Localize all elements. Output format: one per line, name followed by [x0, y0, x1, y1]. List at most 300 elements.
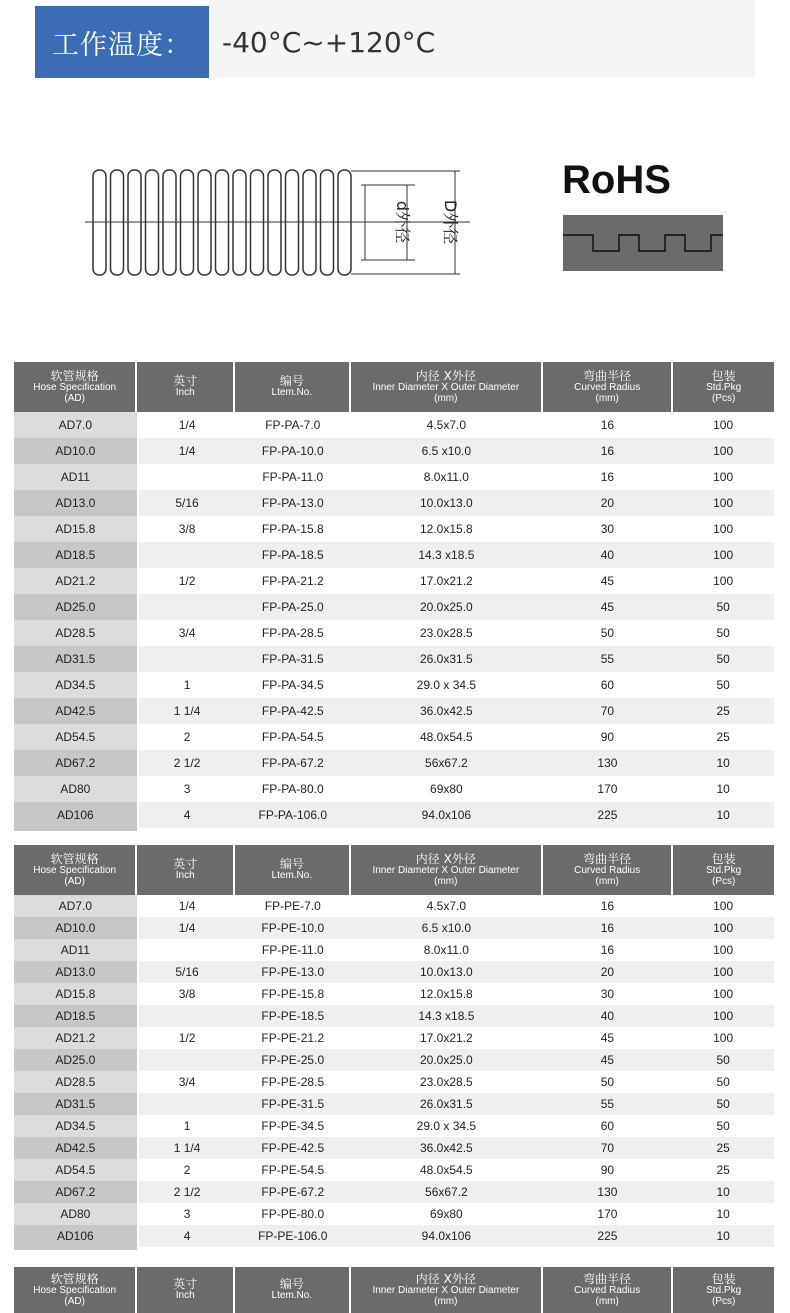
- table-cell: 69x80: [350, 776, 542, 802]
- table-cell: 3/8: [139, 516, 236, 542]
- table-cell: 45: [543, 1049, 673, 1071]
- column-header-text: Ltem.No.: [271, 870, 313, 881]
- table-cell: 10.0x13.0: [350, 961, 542, 983]
- table-cell: 69x80: [350, 1203, 542, 1225]
- column-header-text: 内径 X外径: [415, 368, 476, 383]
- table-cell: FP-PA-34.5: [235, 672, 350, 698]
- table-cell: 2: [139, 1159, 236, 1181]
- table-cell: FP-PA-54.5: [235, 724, 350, 750]
- table-cell: 3/4: [139, 1071, 236, 1093]
- table-cell: 6.5 x10.0: [350, 917, 542, 939]
- table-cell: 10: [672, 1203, 774, 1225]
- table-cell: FP-PE-25.0: [235, 1049, 350, 1071]
- table-row: [14, 917, 774, 939]
- table-cell: 48.0x54.5: [350, 724, 542, 750]
- table-cell: 1/4: [139, 895, 236, 917]
- table-cell: 20: [543, 961, 673, 983]
- table-cell: 2: [139, 724, 236, 750]
- table-cell: 29.0 x 34.5: [350, 1115, 542, 1137]
- table-cell: AD11: [14, 939, 139, 961]
- table-cell: 100: [672, 438, 774, 464]
- table-cell: AD31.5: [14, 1093, 139, 1115]
- table-cell: 16: [543, 438, 673, 464]
- spec-table-header-partial: [14, 1267, 774, 1313]
- table-row: [14, 895, 774, 917]
- table-cell: 8.0x11.0: [350, 464, 542, 490]
- column-header-text: 编号: [279, 857, 304, 871]
- table-header: [14, 1267, 774, 1313]
- table-cell: AD67.2: [14, 750, 139, 776]
- table-cell: 2 1/2: [139, 750, 236, 776]
- table-cell: 100: [672, 917, 774, 939]
- table-cell: AD13.0: [14, 490, 139, 516]
- table-cell: AD7.0: [14, 895, 139, 917]
- table-cell: AD106: [14, 1225, 139, 1247]
- table-cell: 50: [672, 594, 774, 620]
- table-cell: FP-PE-42.5: [235, 1137, 350, 1159]
- rohs-title: RoHS: [562, 158, 671, 202]
- table-cell: 26.0x31.5: [350, 646, 542, 672]
- table-row: [14, 1093, 774, 1115]
- table-cell: 170: [543, 776, 673, 802]
- column-header-text: Std.Pkg: [706, 864, 742, 876]
- table-cell: 50: [672, 1071, 774, 1093]
- column-header: [351, 845, 543, 895]
- column-header: [137, 362, 235, 412]
- column-header-text: Inch: [175, 387, 195, 398]
- table-cell: FP-PE-31.5: [235, 1093, 350, 1115]
- table-cell: AD80: [14, 776, 139, 802]
- column-header: [137, 845, 235, 895]
- table-cell: 20.0x25.0: [350, 1049, 542, 1071]
- table-cell: 1 1/4: [139, 698, 236, 724]
- table-cell: AD25.0: [14, 1049, 139, 1071]
- hose-diagram: [85, 165, 470, 280]
- table-row: [14, 568, 774, 594]
- table-cell: 40: [543, 1005, 673, 1027]
- column-header-text: 弯曲半径: [583, 368, 632, 383]
- table-cell: FP-PE-11.0: [235, 939, 350, 961]
- table-cell: 25: [672, 724, 774, 750]
- column-header-text: Hose Specification: [33, 381, 117, 393]
- table-row: [14, 724, 774, 750]
- table-row: [14, 698, 774, 724]
- spec-table-pe: [14, 845, 774, 1250]
- column-header-text: 弯曲半径: [583, 1271, 632, 1286]
- table-row: [14, 438, 774, 464]
- table-cell: 1/2: [139, 1027, 236, 1049]
- column-header-text: Inner Diameter X Outer Diameter: [372, 864, 520, 876]
- table-cell: [139, 1093, 236, 1115]
- column-header-text: Curved Radius: [574, 381, 641, 393]
- table-cell: FP-PE-106.0: [235, 1225, 350, 1247]
- column-header-text: (mm): [595, 392, 619, 404]
- table-cell: 3: [139, 1203, 236, 1225]
- temperature-label: 工作温度：: [35, 6, 209, 78]
- table-cell: 4.5x7.0: [350, 895, 542, 917]
- table-cell: 50: [543, 620, 673, 646]
- table-cell: [139, 464, 236, 490]
- table-row: [14, 1027, 774, 1049]
- table-cell: 1/4: [139, 412, 236, 438]
- column-header-text: Inch: [175, 1290, 195, 1301]
- table-cell: AD15.8: [14, 516, 139, 542]
- table-cell: 25: [672, 698, 774, 724]
- column-header-text: (mm): [434, 392, 458, 404]
- outer-diameter-label: D外径: [441, 199, 460, 245]
- table-cell: 60: [543, 672, 673, 698]
- table-cell: 55: [543, 1093, 673, 1115]
- table-cell: FP-PE-80.0: [235, 1203, 350, 1225]
- column-header-text: Curved Radius: [574, 1284, 641, 1296]
- table-cell: 10.0x13.0: [350, 490, 542, 516]
- table-cell: AD13.0: [14, 961, 139, 983]
- table-cell: 130: [543, 1181, 673, 1203]
- table-cell: 90: [543, 724, 673, 750]
- table-row: [14, 1181, 774, 1203]
- table-cell: [139, 939, 236, 961]
- table-cell: FP-PE-54.5: [235, 1159, 350, 1181]
- table-cell: 2 1/2: [139, 1181, 236, 1203]
- table-cell: FP-PA-67.2: [235, 750, 350, 776]
- table-cell: 10: [672, 776, 774, 802]
- table-cell: AD31.5: [14, 646, 139, 672]
- table-cell: FP-PE-28.5: [235, 1071, 350, 1093]
- column-header: [14, 845, 137, 895]
- column-header-text: (AD): [64, 875, 85, 887]
- table-cell: FP-PE-13.0: [235, 961, 350, 983]
- table-cell: 16: [543, 895, 673, 917]
- column-header-text: Hose Specification: [33, 864, 117, 876]
- table-cell: 1: [139, 672, 236, 698]
- table-cell: 45: [543, 568, 673, 594]
- table-cell: 1/4: [139, 917, 236, 939]
- divider: [14, 1247, 137, 1250]
- table-cell: 12.0x15.8: [350, 516, 542, 542]
- column-header-text: Std.Pkg: [706, 381, 742, 393]
- table-cell: 10: [672, 750, 774, 776]
- table-cell: AD21.2: [14, 568, 139, 594]
- table-cell: FP-PA-21.2: [235, 568, 350, 594]
- column-header: [14, 362, 137, 412]
- table-cell: 1/2: [139, 568, 236, 594]
- table-cell: 94.0x106: [350, 802, 542, 828]
- table-row: [14, 776, 774, 802]
- table-cell: 4: [139, 802, 236, 828]
- column-header-text: Inner Diameter X Outer Diameter: [372, 381, 520, 393]
- table-cell: 36.0x42.5: [350, 698, 542, 724]
- table-row: [14, 802, 774, 828]
- column-header: [14, 1267, 137, 1313]
- table-row: [14, 1159, 774, 1181]
- table-cell: FP-PA-25.0: [235, 594, 350, 620]
- table-cell: AD18.5: [14, 1005, 139, 1027]
- column-header-text: 内径 X外径: [415, 851, 476, 866]
- column-header-text: Ltem.No.: [271, 1290, 313, 1301]
- table-cell: 25: [672, 1159, 774, 1181]
- column-header: [673, 362, 774, 412]
- table-cell: 70: [543, 698, 673, 724]
- column-header: [543, 362, 673, 412]
- column-header: [351, 362, 543, 412]
- divider: [14, 828, 137, 831]
- table-cell: 90: [543, 1159, 673, 1181]
- table-cell: 1: [139, 1115, 236, 1137]
- table-cell: AD34.5: [14, 672, 139, 698]
- table-cell: FP-PA-80.0: [235, 776, 350, 802]
- table-cell: 100: [672, 464, 774, 490]
- table-cell: AD21.2: [14, 1027, 139, 1049]
- table-cell: 10: [672, 802, 774, 828]
- table-cell: 100: [672, 1005, 774, 1027]
- table-cell: 225: [543, 802, 673, 828]
- table-cell: 23.0x28.5: [350, 1071, 542, 1093]
- table-cell: 100: [672, 1027, 774, 1049]
- table-cell: 100: [672, 542, 774, 568]
- column-header-text: 包装: [711, 1271, 736, 1286]
- column-header-text: 英寸: [173, 1277, 198, 1291]
- table-cell: FP-PE-21.2: [235, 1027, 350, 1049]
- column-header-text: (mm): [434, 1295, 458, 1307]
- table-cell: 3/4: [139, 620, 236, 646]
- table-cell: 8.0x11.0: [350, 939, 542, 961]
- table-row: [14, 983, 774, 1005]
- table-cell: [139, 646, 236, 672]
- column-header-text: (mm): [434, 875, 458, 887]
- table-cell: FP-PA-106.0: [235, 802, 350, 828]
- table-cell: 10: [672, 1225, 774, 1247]
- table-cell: FP-PA-31.5: [235, 646, 350, 672]
- table-cell: FP-PA-15.8: [235, 516, 350, 542]
- table-cell: [139, 594, 236, 620]
- column-header-text: 英寸: [173, 857, 198, 871]
- table-cell: 1/4: [139, 438, 236, 464]
- table-cell: 1 1/4: [139, 1137, 236, 1159]
- table-cell: 14.3 x18.5: [350, 1005, 542, 1027]
- table-cell: 50: [672, 1093, 774, 1115]
- table-row: [14, 1071, 774, 1093]
- table-cell: AD67.2: [14, 1181, 139, 1203]
- column-header-text: 包装: [711, 851, 736, 866]
- table-cell: 6.5 x10.0: [350, 438, 542, 464]
- table-cell: 130: [543, 750, 673, 776]
- table-cell: FP-PE-7.0: [235, 895, 350, 917]
- table-cell: 3: [139, 776, 236, 802]
- table-cell: FP-PA-42.5: [235, 698, 350, 724]
- table-cell: 100: [672, 895, 774, 917]
- table-cell: 100: [672, 961, 774, 983]
- table-cell: 16: [543, 464, 673, 490]
- table-row: [14, 646, 774, 672]
- table-cell: AD54.5: [14, 724, 139, 750]
- inner-diameter-label: d外径: [393, 200, 412, 244]
- table-cell: 50: [672, 672, 774, 698]
- table-cell: FP-PE-34.5: [235, 1115, 350, 1137]
- column-header-text: 内径 X外径: [415, 1271, 476, 1286]
- table-cell: 60: [543, 1115, 673, 1137]
- table-cell: 40: [543, 542, 673, 568]
- table-cell: 56x67.2: [350, 1181, 542, 1203]
- table-cell: FP-PE-67.2: [235, 1181, 350, 1203]
- table-cell: 45: [543, 1027, 673, 1049]
- table-cell: 50: [672, 1049, 774, 1071]
- table-cell: 48.0x54.5: [350, 1159, 542, 1181]
- table-cell: 70: [543, 1137, 673, 1159]
- column-header: [543, 845, 673, 895]
- table-cell: 225: [543, 1225, 673, 1247]
- column-header-text: Hose Specification: [33, 1284, 117, 1296]
- column-header-text: (Pcs): [711, 392, 736, 404]
- table-cell: FP-PE-10.0: [235, 917, 350, 939]
- table-cell: AD42.5: [14, 698, 139, 724]
- table-cell: FP-PA-10.0: [235, 438, 350, 464]
- table-cell: [139, 1005, 236, 1027]
- temperature-value: -40°C~+120°C: [222, 25, 436, 59]
- table-cell: [139, 542, 236, 568]
- table-cell: 30: [543, 516, 673, 542]
- table-row: [14, 1137, 774, 1159]
- table-cell: 10: [672, 1181, 774, 1203]
- table-cell: FP-PA-11.0: [235, 464, 350, 490]
- column-header: [235, 362, 350, 412]
- table-row: [14, 1049, 774, 1071]
- table-cell: 56x67.2: [350, 750, 542, 776]
- table-row: [14, 490, 774, 516]
- column-header-text: (mm): [595, 1295, 619, 1307]
- column-header-text: 软管规格: [50, 851, 99, 866]
- table-row: [14, 594, 774, 620]
- table-cell: FP-PA-7.0: [235, 412, 350, 438]
- column-header-text: 英寸: [173, 374, 198, 388]
- table-row: [14, 1225, 774, 1247]
- table-cell: 23.0x28.5: [350, 620, 542, 646]
- table-cell: 17.0x21.2: [350, 1027, 542, 1049]
- table-cell: 20: [543, 490, 673, 516]
- column-header: [351, 1267, 543, 1313]
- table-cell: AD42.5: [14, 1137, 139, 1159]
- table-cell: 16: [543, 917, 673, 939]
- table-cell: AD10.0: [14, 438, 139, 464]
- table-row: [14, 464, 774, 490]
- table-cell: AD54.5: [14, 1159, 139, 1181]
- table-cell: 50: [543, 1071, 673, 1093]
- table-cell: 30: [543, 983, 673, 1005]
- table-cell: 100: [672, 412, 774, 438]
- table-row: [14, 1115, 774, 1137]
- table-cell: 55: [543, 646, 673, 672]
- spec-table-pa: [14, 362, 774, 831]
- table-cell: 16: [543, 412, 673, 438]
- table-cell: 170: [543, 1203, 673, 1225]
- table-cell: AD28.5: [14, 1071, 139, 1093]
- column-header-text: 编号: [279, 374, 304, 388]
- table-cell: FP-PA-18.5: [235, 542, 350, 568]
- table-cell: AD34.5: [14, 1115, 139, 1137]
- table-row: [14, 750, 774, 776]
- column-header-text: Inner Diameter X Outer Diameter: [372, 1284, 520, 1296]
- table-cell: 100: [672, 516, 774, 542]
- table-cell: 12.0x15.8: [350, 983, 542, 1005]
- table-cell: 100: [672, 983, 774, 1005]
- column-header: [235, 845, 350, 895]
- column-header-text: Inch: [175, 870, 195, 881]
- column-header-text: (Pcs): [711, 875, 736, 887]
- column-header: [137, 1267, 235, 1313]
- table-cell: AD25.0: [14, 594, 139, 620]
- column-header: [543, 1267, 673, 1313]
- table-cell: FP-PA-28.5: [235, 620, 350, 646]
- table-cell: 16: [543, 939, 673, 961]
- table-cell: FP-PE-15.8: [235, 983, 350, 1005]
- column-header-text: 弯曲半径: [583, 851, 632, 866]
- table-header: [14, 362, 774, 412]
- table-row: [14, 939, 774, 961]
- table-cell: 5/16: [139, 490, 236, 516]
- table-cell: AD15.8: [14, 983, 139, 1005]
- column-header-text: 软管规格: [50, 368, 99, 383]
- table-cell: AD7.0: [14, 412, 139, 438]
- table-row: [14, 412, 774, 438]
- table-header: [14, 845, 774, 895]
- table-cell: AD11: [14, 464, 139, 490]
- rohs-wave-icon: [563, 215, 723, 271]
- column-header-text: (AD): [64, 392, 85, 404]
- table-cell: 26.0x31.5: [350, 1093, 542, 1115]
- column-header-text: Ltem.No.: [271, 387, 313, 398]
- column-header-text: 编号: [279, 1277, 304, 1291]
- divider: [35, 0, 209, 5]
- table-cell: 45: [543, 594, 673, 620]
- table-cell: 5/16: [139, 961, 236, 983]
- table-row: [14, 542, 774, 568]
- table-row: [14, 1005, 774, 1027]
- table-cell: FP-PA-13.0: [235, 490, 350, 516]
- table-cell: FP-PE-18.5: [235, 1005, 350, 1027]
- table-cell: 20.0x25.0: [350, 594, 542, 620]
- table-cell: 4: [139, 1225, 236, 1247]
- table-cell: AD80: [14, 1203, 139, 1225]
- table-cell: 100: [672, 490, 774, 516]
- column-header-text: (Pcs): [711, 1295, 736, 1307]
- table-cell: [139, 1049, 236, 1071]
- table-cell: AD10.0: [14, 917, 139, 939]
- table-cell: AD106: [14, 802, 139, 828]
- table-row: [14, 672, 774, 698]
- table-cell: 50: [672, 646, 774, 672]
- table-cell: 3/8: [139, 983, 236, 1005]
- table-cell: 36.0x42.5: [350, 1137, 542, 1159]
- table-row: [14, 620, 774, 646]
- table-cell: 29.0 x 34.5: [350, 672, 542, 698]
- column-header-text: (AD): [64, 1295, 85, 1307]
- table-cell: 25: [672, 1137, 774, 1159]
- table-cell: AD18.5: [14, 542, 139, 568]
- table-cell: 14.3 x18.5: [350, 542, 542, 568]
- table-row: [14, 961, 774, 983]
- table-cell: 50: [672, 1115, 774, 1137]
- table-cell: 17.0x21.2: [350, 568, 542, 594]
- table-cell: 100: [672, 939, 774, 961]
- table-row: [14, 516, 774, 542]
- column-header-text: Std.Pkg: [706, 1284, 742, 1296]
- column-header-text: 包装: [711, 368, 736, 383]
- column-header: [673, 1267, 774, 1313]
- table-cell: 4.5x7.0: [350, 412, 542, 438]
- table-cell: 100: [672, 568, 774, 594]
- column-header-text: 软管规格: [50, 1271, 99, 1286]
- table-row: [14, 1203, 774, 1225]
- column-header: [673, 845, 774, 895]
